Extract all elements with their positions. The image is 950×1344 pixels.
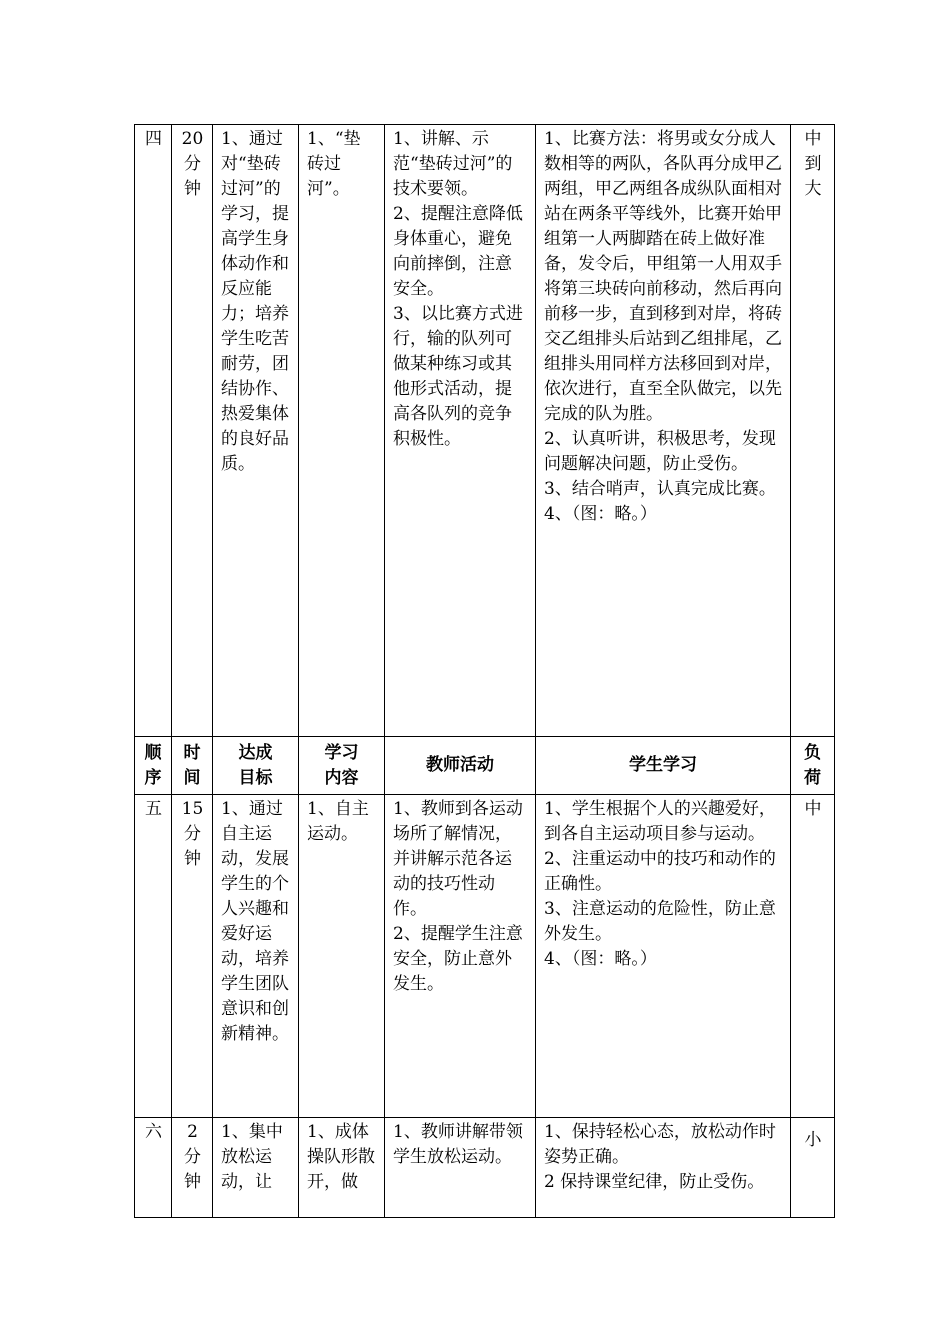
teacher-item: 1、讲解、示范“垫砖过河”的技术要领。 (393, 129, 513, 199)
student-item: 3、结合哨声，认真完成比赛。 (544, 479, 776, 499)
student-cell (536, 125, 791, 737)
content-cell (299, 1118, 385, 1218)
load-text: 小 (804, 1130, 822, 1150)
teacher-item: 1、教师到各运动场所了解情况，并讲解示范各运动的技巧性动作。 (393, 799, 523, 919)
teacher-cell (385, 795, 536, 1118)
header-load-char: 负 (804, 742, 821, 763)
time-unit-1: 分 (184, 1147, 201, 1167)
student-item: 1、保持轻松心态，放松动作时姿势正确。 (544, 1122, 776, 1167)
student-item: 2 保持课堂纪律，防止受伤。 (544, 1172, 765, 1192)
student-item: 4、（图：略。） (544, 949, 657, 969)
seq-label: 六 (145, 1122, 162, 1142)
table-header-row (135, 737, 835, 795)
student-item: 3、注意运动的危险性，防止意外发生。 (544, 899, 776, 944)
teacher-item: 2、提醒注意降低身体重心，避免向前摔倒，注意安全。 (393, 204, 523, 299)
teacher-cell (385, 125, 536, 737)
student-item: 2、认真听讲，积极思考，发现问题解决问题，防止受伤。 (544, 429, 776, 474)
header-seq (135, 737, 172, 795)
header-seq-char: 顺 (144, 742, 162, 763)
student-cell (536, 1118, 791, 1218)
goal-cell (213, 1118, 299, 1218)
load-char: 到 (804, 154, 822, 174)
time-unit-1: 分 (184, 154, 201, 174)
time-unit-1: 分 (184, 824, 201, 844)
load-text: 中 (804, 799, 822, 819)
load-char: 大 (804, 179, 822, 199)
goal-text: 1、通过自主运动，发展学生的个人兴趣和爱好运动，培养学生团队意识和创新精神。 (221, 799, 289, 1044)
lesson-plan-table (134, 124, 835, 1218)
header-goal-line: 达成 (238, 742, 273, 763)
teacher-item: 1、教师讲解带领学生放松运动。 (393, 1122, 523, 1167)
time-cell (172, 1118, 213, 1218)
header-content-line: 学习 (324, 742, 359, 763)
header-student: 学生学习 (536, 737, 791, 795)
goal-text: 1、通过对“垫砖过河”的学习，提高学生身体动作和反应能力；培养学生吃苦耐劳，团结协作、热爱集体的良好品质。 (221, 129, 289, 474)
content-text: 1、成体操队形散开，做 (307, 1122, 375, 1192)
content-text: 1、“垫砖过河”。 (307, 129, 361, 199)
time-value: 20 (181, 129, 204, 149)
seq-label: 四 (145, 129, 162, 149)
time-unit-2: 钟 (184, 849, 201, 869)
header-content-line: 内容 (324, 767, 359, 788)
seq-cell (135, 125, 172, 737)
goal-cell (213, 125, 299, 737)
table-row-section-5 (135, 795, 835, 1118)
table-row-section-4 (135, 125, 835, 737)
header-teacher: 教师活动 (385, 737, 536, 795)
header-time-char: 间 (183, 767, 201, 788)
student-item: 1、学生根据个人的兴趣爱好，到各自主运动项目参与运动。 (544, 799, 776, 844)
seq-label: 五 (145, 799, 162, 819)
time-unit-2: 钟 (184, 1172, 201, 1192)
header-load-char: 荷 (804, 767, 821, 788)
teacher-item: 3、以比赛方式进行，输的队列可做某种练习或其他形式活动，提高各队列的竞争积极性。 (393, 304, 523, 449)
content-text: 1、自主运动。 (307, 799, 369, 844)
time-value: 2 (187, 1122, 198, 1142)
goal-cell (213, 795, 299, 1118)
header-goal-line: 目标 (238, 767, 273, 788)
table-row-section-6 (135, 1118, 835, 1218)
seq-cell (135, 1118, 172, 1218)
student-item: 4、（图：略。） (544, 504, 657, 524)
time-cell (172, 795, 213, 1118)
time-unit-2: 钟 (184, 179, 201, 199)
student-cell (536, 795, 791, 1118)
content-cell (299, 795, 385, 1118)
load-cell (791, 125, 835, 737)
header-load (791, 737, 835, 795)
header-time (172, 737, 213, 795)
teacher-item: 2、提醒学生注意安全，防止意外发生。 (393, 924, 523, 994)
load-char: 中 (804, 129, 822, 149)
load-cell (791, 795, 835, 1118)
content-cell (299, 125, 385, 737)
goal-text: 1、集中放松运动，让 (221, 1122, 283, 1192)
time-value: 15 (181, 799, 204, 819)
student-item: 2、注重运动中的技巧和动作的正确性。 (544, 849, 776, 894)
header-seq-char: 序 (144, 767, 162, 788)
student-item: 1、比赛方法：将男或女分成人数相等的两队，各队再分成甲乙两组，甲乙两组各成纵队面相对站在两条平等线外，比赛开始甲组第一人两脚踏在砖上做好准备，发令后，甲组第一人用双手将第三块砖向前移动，然后再向前移一步，直到移到对岸，将砖交乙组排头后站到乙组排尾，乙组排头用同样方法移回到对岸，依次进行，直至全队做完，以先完成的队为胜。 (544, 129, 782, 424)
header-time-char: 时 (183, 742, 201, 763)
header-goal (213, 737, 299, 795)
teacher-cell (385, 1118, 536, 1218)
time-cell (172, 125, 213, 737)
load-cell (791, 1118, 835, 1218)
header-content (299, 737, 385, 795)
seq-cell (135, 795, 172, 1118)
